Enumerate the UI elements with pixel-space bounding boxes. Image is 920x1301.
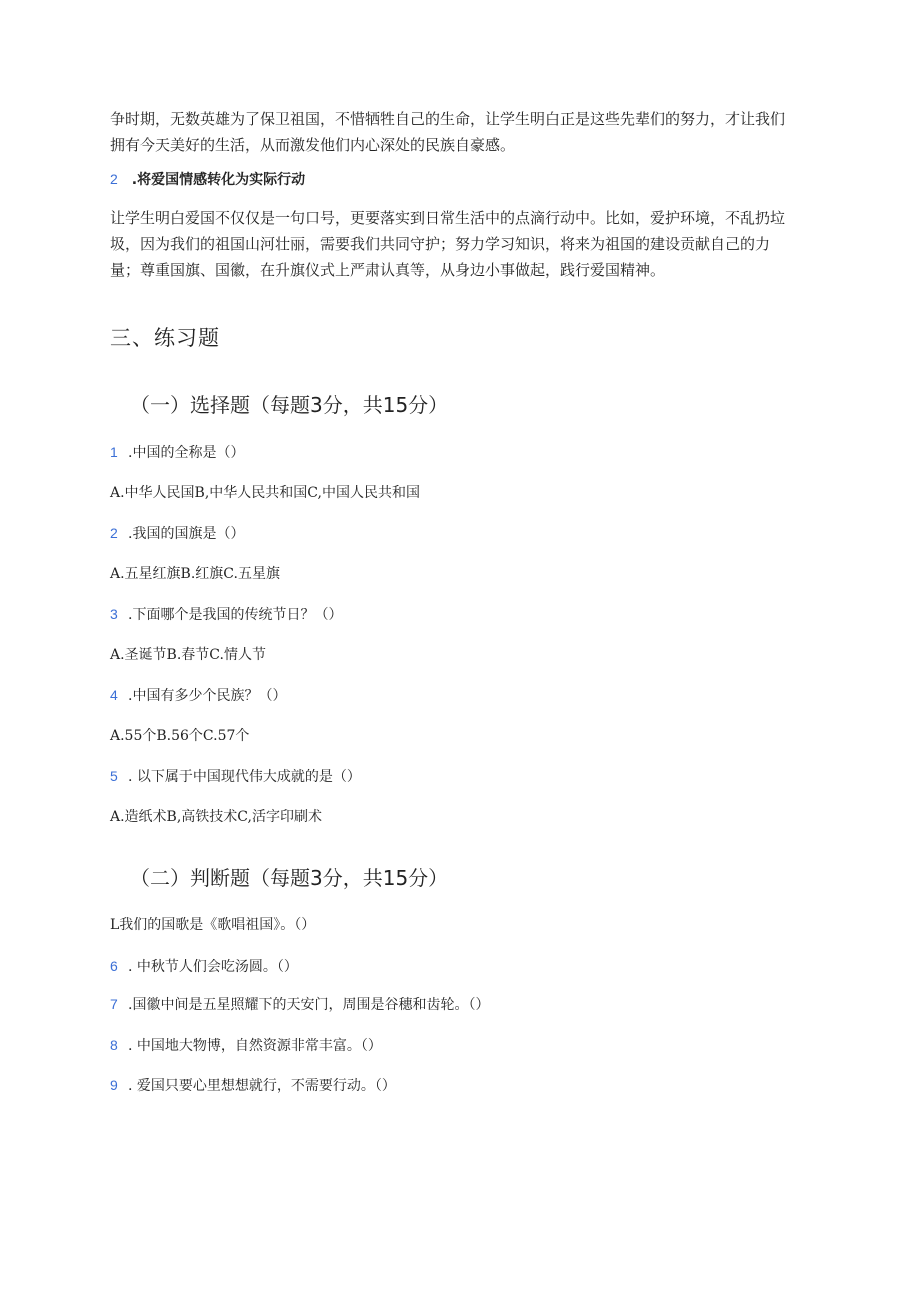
question-text: .我国的国旗是（）: [128, 526, 245, 542]
intro-paragraph: [110, 106, 810, 158]
judge-item: L我们的国歌是《歌唱祖国》。（）: [110, 917, 316, 933]
paragraph-line: 让学生明白爱国不仅仅是一句口号，更要落实到日常生活中的点滴行动中。比如，爱护环境，不乱扔垃: [110, 209, 786, 227]
question-text: . 中秋节人们会吃汤圆。（）: [128, 959, 298, 975]
question-text: . 爱国只要心里想想就行，不需要行动。（）: [128, 1078, 396, 1094]
question-item: [110, 685, 286, 706]
question-options: A.中华人民国B,中华人民共和国C,中国人民共和国: [110, 485, 420, 501]
action-paragraph: [110, 205, 810, 283]
question-text: . 中国地大物博，自然资源非常丰富。（）: [128, 1038, 382, 1054]
question-options: A.圣诞节B.春节C.情人节: [110, 647, 266, 663]
question-number: 3: [110, 606, 118, 622]
question-options: A.55个B.56个C.57个: [110, 728, 250, 744]
judge-item: [110, 1075, 396, 1096]
question-options: A.造纸术B,高铁技术C,活字印刷术: [110, 809, 322, 825]
question-text: .中国有多少个民族？（）: [128, 688, 287, 704]
question-number: 8: [110, 1037, 118, 1053]
section-title: 三、练习题: [110, 326, 220, 350]
question-text: . 以下属于中国现代伟大成就的是（）: [128, 769, 361, 785]
paragraph-line: 圾，因为我们的祖国山河壮丽，需要我们共同守护；努力学习知识，将来为祖国的建设贡献自己的力: [110, 235, 771, 253]
question-item: [110, 604, 342, 625]
choice-section-title: （一）选择题（每题3分，共15分）: [130, 393, 449, 417]
question-number: 9: [110, 1077, 118, 1093]
question-item: [110, 523, 244, 544]
paragraph-line: 争时期，无数英雄为了保卫祖国，不惜牺牲自己的生命，让学生明白正是这些先辈们的努力，才让我们: [110, 110, 786, 128]
judge-item: [110, 956, 298, 977]
question-number: 4: [110, 687, 118, 703]
paragraph-line: 拥有今天美好的生活，从而激发他们内心深处的民族自豪感。: [110, 136, 516, 154]
question-number: 7: [110, 996, 118, 1012]
question-item: [110, 442, 244, 463]
subsection-title: .将爱国情感转化为实际行动: [131, 172, 306, 188]
question-text: .下面哪个是我国的传统节日？（）: [128, 607, 343, 623]
judge-item: [110, 994, 489, 1015]
subsection-number: 2: [110, 171, 118, 187]
question-number: 2: [110, 525, 118, 541]
question-number: 5: [110, 768, 118, 784]
question-item: [110, 766, 361, 787]
judge-item: [110, 1035, 382, 1056]
judge-section-title: （二）判断题（每题3分，共15分）: [130, 866, 449, 890]
subsection-heading: [110, 169, 305, 190]
question-number: 6: [110, 958, 118, 974]
question-text: .中国的全称是（）: [128, 445, 245, 461]
question-options: A.五星红旗B.红旗C.五星旗: [110, 566, 280, 582]
question-text: .国徽中间是五星照耀下的天安门，周围是谷穗和齿轮。（）: [128, 997, 490, 1013]
question-number: 1: [110, 444, 118, 460]
paragraph-line: 量；尊重国旗、国徽，在升旗仪式上严肃认真等，从身边小事做起，践行爱国精神。: [110, 261, 666, 279]
